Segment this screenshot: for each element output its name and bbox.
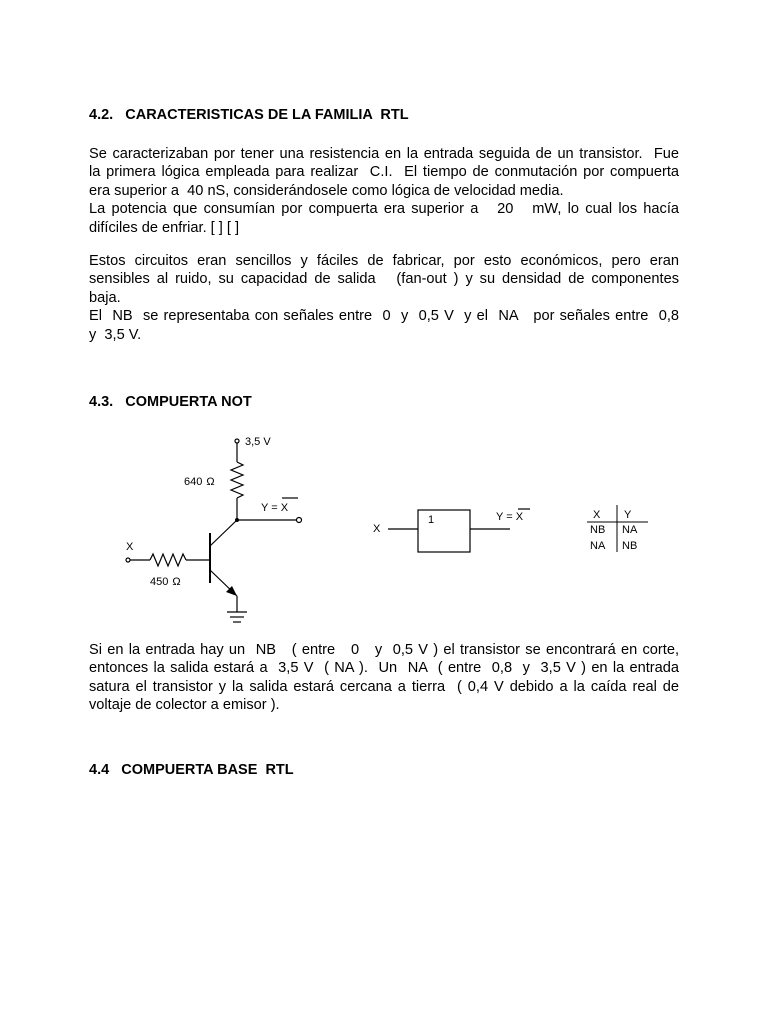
truth-table-cell: NA xyxy=(622,524,638,536)
paragraph-line: El NB se representaba con señales entre 0 y 0,5 V y el NA por señales entre 0,8 xyxy=(89,308,679,325)
output-label: Y = X xyxy=(261,502,289,514)
paragraph-line: difíciles de enfriar. [ ] [ ] xyxy=(89,219,240,236)
gate-input-label: X xyxy=(373,523,381,535)
gate-function-text: 1 xyxy=(428,514,435,526)
paragraph-line: entonces la salida estará a 3,5 V ( NA ). Un NA ( entre 0,8 y 3,5 V ) en la entrada xyxy=(89,660,679,677)
paragraph-line: Se caracterizaban por tener una resistencia en la entrada seguida de un transistor. Fue xyxy=(89,146,679,162)
base-resistor-label: 450 Ω xyxy=(150,576,181,588)
paragraph-line: era superior a 40 nS, considerándosele como lógica de velocidad media. xyxy=(89,182,564,199)
paragraph-line: satura el transistor y la salida estará cercana a tierra ( 0,4 V debido a la caída real de xyxy=(89,678,679,695)
paragraph-line: voltaje de colector a emisor ). xyxy=(89,697,280,714)
supply-voltage-label: 3,5 V xyxy=(245,436,271,448)
paragraph-line: Estos circuitos eran sencillos y fáciles de fabricar, por esto económicos, pero eran xyxy=(89,253,679,269)
section-4-4-heading: 4.4 COMPUERTA BASE RTL xyxy=(89,762,294,778)
paragraph-line: baja. xyxy=(89,289,121,306)
input-label: X xyxy=(126,541,134,553)
paragraph-line: sensibles al ruido, su capacidad de salida (fan-out ) y su densidad de componentes xyxy=(89,271,679,288)
truth-table-header: X xyxy=(593,509,601,521)
truth-table-cell: NB xyxy=(590,524,606,536)
paragraph-line: La potencia que consumían por compuerta era superior a 20 mW, lo cual los hacía xyxy=(89,201,679,218)
truth-table-cell: NA xyxy=(590,540,606,552)
paragraph-line: y 3,5 V. xyxy=(89,326,142,343)
collector-resistor-label: 640 Ω xyxy=(184,476,215,488)
paragraph-line: Si en la entrada hay un NB ( entre 0 y 0,5 V ) el transistor se encontrará en corte, xyxy=(89,642,679,658)
section-4-3-explanation xyxy=(89,641,679,715)
section-4-2-heading: 4.2. CARACTERISTICAS DE LA FAMILIA RTL xyxy=(89,107,409,123)
gate-output-label: Y = X xyxy=(496,511,524,523)
section-4-3-heading: 4.3. COMPUERTA NOT xyxy=(89,394,252,410)
paragraph-line: la primera lógica empleada para realizar C.I. El tiempo de conmutación por compuerta xyxy=(89,164,679,181)
truth-table-header: Y xyxy=(624,509,632,521)
truth-table-cell: NB xyxy=(622,540,638,552)
